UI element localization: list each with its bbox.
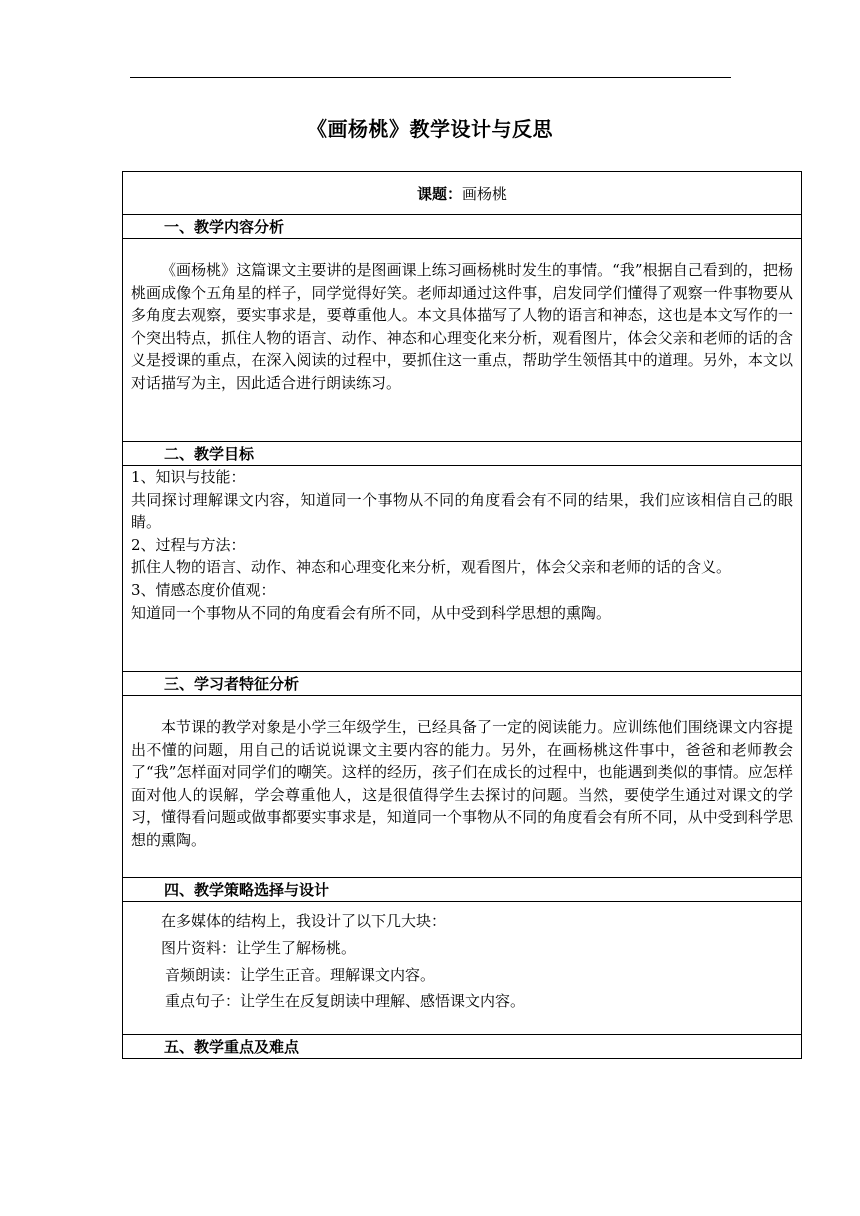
lesson-plan-table: [122, 171, 802, 1059]
document-title: 《画杨桃》教学设计与反思: [307, 117, 553, 141]
section-heading-content-analysis: 一、教学内容分析: [123, 214, 801, 238]
section-body-teaching-goals: [123, 465, 801, 671]
course-value: 画杨桃: [462, 184, 508, 203]
goal-line: 共同探讨理解课文内容，知道同一个事物从不同的角度看会有不同的结果，我们应该相信自己的眼睛。: [131, 490, 793, 532]
paragraph: 《画杨桃》这篇课文主要讲的是图画课上练习画杨桃时发生的事情。“我”根据自己看到的，把杨桃画成像个五角星的样子，同学觉得好笑。老师却通过这件事，启发同学们懂得了观察一件事物要从多角度去观察，要实事求是，要尊重他人。本文具体描写了人物的语言和神态，这也是本文写作的一个突出特点，抓住人物的语言、动作、神态和心理变化来分析，观看图片，体会父亲和老师的话的含义是授课的重点，在深入阅读的过程中，要抓住这一重点，帮助学生领悟其中的道理。另外，本文以对话描写为主，因此适合进行朗读练习。: [131, 261, 793, 392]
section-heading-key-points: 五、教学重点及难点: [123, 1034, 801, 1058]
strategy-line: 重点句子：让学生在反复朗读中理解、感悟课文内容。: [165, 992, 526, 1010]
section-body-content-analysis: [123, 238, 801, 441]
section-heading-strategy-design: 四、教学策略选择与设计: [123, 877, 801, 901]
goal-line: 1、知识与技能：: [131, 468, 246, 486]
strategy-line: 在多媒体的结构上，我设计了以下几大块：: [161, 912, 447, 930]
paragraph: 本节课的教学对象是小学三年级学生，已经具备了一定的阅读能力。应训练他们围绕课文内容提出不懂的问题，用自己的话说说课文主要内容的能力。另外，在画杨桃这件事中，爸爸和老师教会了“我”怎样面对同学们的嘲笑。这样的经历，孩子们在成长的过程中，也能遇到类似的事情。应怎样面对他人的误解，学会尊重他人，这是很值得学生去探讨的问题。当然，要使学生通过对课文的学习，懂得看问题或做事都要实事求是，知道同一个事物从不同的角度看会有所不同，从中受到科学思想的熏陶。: [131, 718, 793, 849]
course-row: [123, 172, 801, 214]
strategy-line: 音频朗读：让学生正音。理解课文内容。: [165, 966, 436, 984]
goal-line: 知道同一个事物从不同的角度看会有所不同，从中受到科学思想的熏陶。: [131, 603, 612, 622]
course-label: 课题：: [416, 184, 462, 203]
goal-line: 3、情感态度价值观：: [131, 580, 276, 599]
strategy-line: 图片资料：让学生了解杨桃。: [161, 939, 357, 957]
section-body-learner-analysis: [123, 695, 801, 877]
header-rule: [130, 77, 731, 78]
goal-line: 抓住人物的语言、动作、神态和心理变化来分析，观看图片，体会父亲和老师的话的含义。: [131, 558, 732, 577]
goal-line: 2、过程与方法：: [131, 535, 246, 554]
section-heading-learner-analysis: 三、学习者特征分析: [123, 671, 801, 695]
section-heading-teaching-goals: 二、教学目标: [123, 441, 801, 465]
section-body-strategy-design: [123, 901, 801, 1034]
